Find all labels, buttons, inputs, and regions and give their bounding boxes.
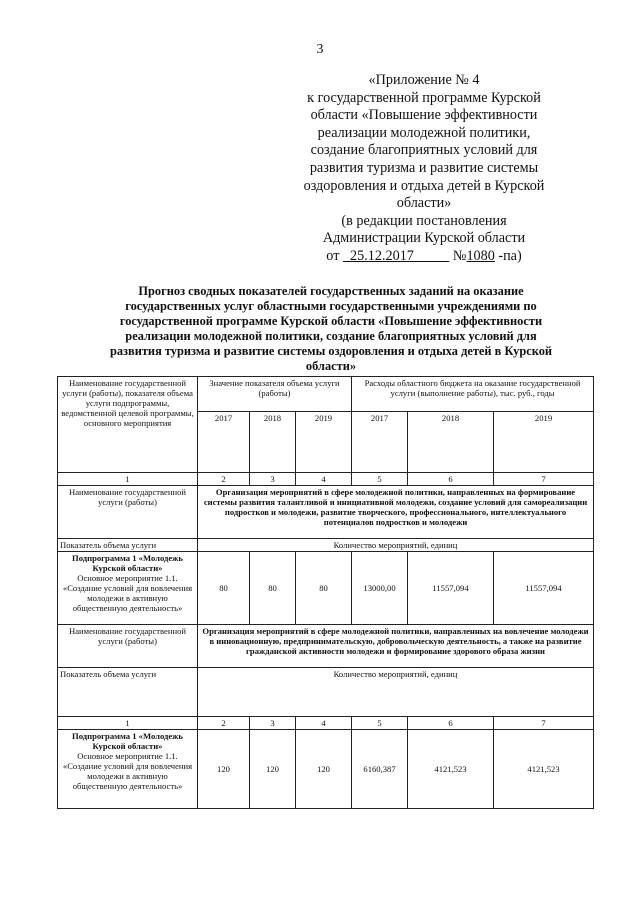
col-number: 4 [296,717,352,730]
subprogram-row [58,730,594,809]
value-cell: 80 [296,552,352,625]
subprogram-row [58,552,594,625]
value-cell: 4121,523 [408,730,494,809]
appendix-line: создание благоприятных условий для [310,142,538,159]
indicator-value: Количество мероприятий, единиц [198,539,594,552]
col-number: 5 [352,473,408,486]
forecast-table [57,376,594,809]
year-cell: 2017 [198,412,250,473]
service-name: Организация мероприятий в сфере молодежной политики, направленных на формирование системы развития талантливой и инициативной молодежи, создание условий для самореализации подростков и молодежи, развитие творческого, профессионального, интеллектуального потенциалов подростков и молодежи [198,486,594,539]
service-name: Организация мероприятий в сфере молодежной политики, направленных на вовлечение молодежи в инновационную, предпринимательскую, добровольческую деятельность, а также на развитие гражданской активности молодежи и формирование здорового образа жизни [198,625,594,668]
value-cell: 120 [296,730,352,809]
value-cell: 80 [250,552,296,625]
col-number: 5 [352,717,408,730]
value-cell: 11557,094 [494,552,594,625]
appendix-line: (в редакции постановления [341,212,507,229]
subprogram-cell [58,552,198,625]
subprogram-text: Основное мероприятие 1.1. «Создание условий для вовлечения молодежи в активную общественную деятельность» [62,751,193,791]
column-numbers-row [58,473,594,486]
year-cell: 2017 [352,412,408,473]
number-suffix: -па) [498,247,522,264]
decree-date: 25.12.2017 [350,247,414,264]
value-cell: 120 [250,730,296,809]
value-cell: 4121,523 [494,730,594,809]
appendix-line: к государственной программе Курской [307,89,541,106]
indicator-value: Количество мероприятий, единиц [198,668,594,717]
indicator-row [58,539,594,552]
col-number: 1 [58,717,198,730]
date-number-line [288,248,560,266]
col-number: 2 [198,717,250,730]
header-row [58,377,594,412]
decree-number: 1080 [466,247,495,264]
page-number: 3 [316,42,324,57]
document-heading: Прогноз сводных показателей государственных заданий на оказание государственных услуг областными государственными учреждениями по государственной программе Курской области «Повышение эффективности реализации молодежной политики, создание благоприятных условий для развития туризма и развитие системы оздоровления и отдыха детей в Курской области» [109,284,553,373]
year-cell: 2018 [408,412,494,473]
value-cell: 120 [198,730,250,809]
col-number: 6 [408,717,494,730]
service-label: Наименование государственной услуги (работы) [58,486,198,539]
year-cell: 2019 [296,412,352,473]
appendix-line: «Приложение № 4 [368,72,480,88]
subprogram-cell [58,730,198,809]
value-cell: 13000,00 [352,552,408,625]
col-number: 3 [250,473,296,486]
col-number: 3 [250,717,296,730]
value-cell: 11557,094 [408,552,494,625]
appendix-line: реализации молодежной политики, [317,124,531,141]
col1-header: Наименование государственной услуги (работы), показателя объема услуги подпрограммы, ведомственной целевой программы, основного мероприятия [58,377,198,473]
indicator-label: Показатель объема услуги [58,539,198,552]
col-number: 7 [494,473,594,486]
number-prefix: № [452,247,467,264]
subprogram-title: Подпрограмма 1 «Молодежь Курской области» [72,553,183,573]
appendix-line: Администрации Курской области [322,230,526,247]
service-row [58,486,594,539]
subprogram-text: Основное мероприятие 1.1. «Создание условий для вовлечения молодежи в активную общественную деятельность» [62,573,193,613]
col-number: 1 [58,473,198,486]
col-number: 2 [198,473,250,486]
appendix-line: оздоровления и отдыха детей в Курской [303,177,545,194]
appendix-block [288,72,560,266]
appendix-line: области «Повышение эффективности [310,107,538,124]
indicator-row [58,668,594,717]
indicator-label: Показатель объема услуги [58,668,198,717]
year-cell: 2018 [250,412,296,473]
date-prefix: от [326,247,340,264]
appendix-line: области» [396,195,452,212]
group-header-budget: Расходы областного бюджета на оказание государственной услуги (выполнение работы), тыс. руб., годы [352,377,594,412]
column-numbers-row [58,717,594,730]
col-number: 4 [296,473,352,486]
value-cell: 6160,387 [352,730,408,809]
service-row [58,625,594,668]
year-cell: 2019 [494,412,594,473]
group-header-volume: Значение показателя объема услуги (работы) [198,377,352,412]
subprogram-title: Подпрограмма 1 «Молодежь Курской области» [72,731,183,751]
col-number: 6 [408,473,494,486]
value-cell: 80 [198,552,250,625]
appendix-line: развития туризма и развитие системы [309,159,539,176]
col-number: 7 [494,717,594,730]
service-label: Наименование государственной услуги (работы) [58,625,198,668]
